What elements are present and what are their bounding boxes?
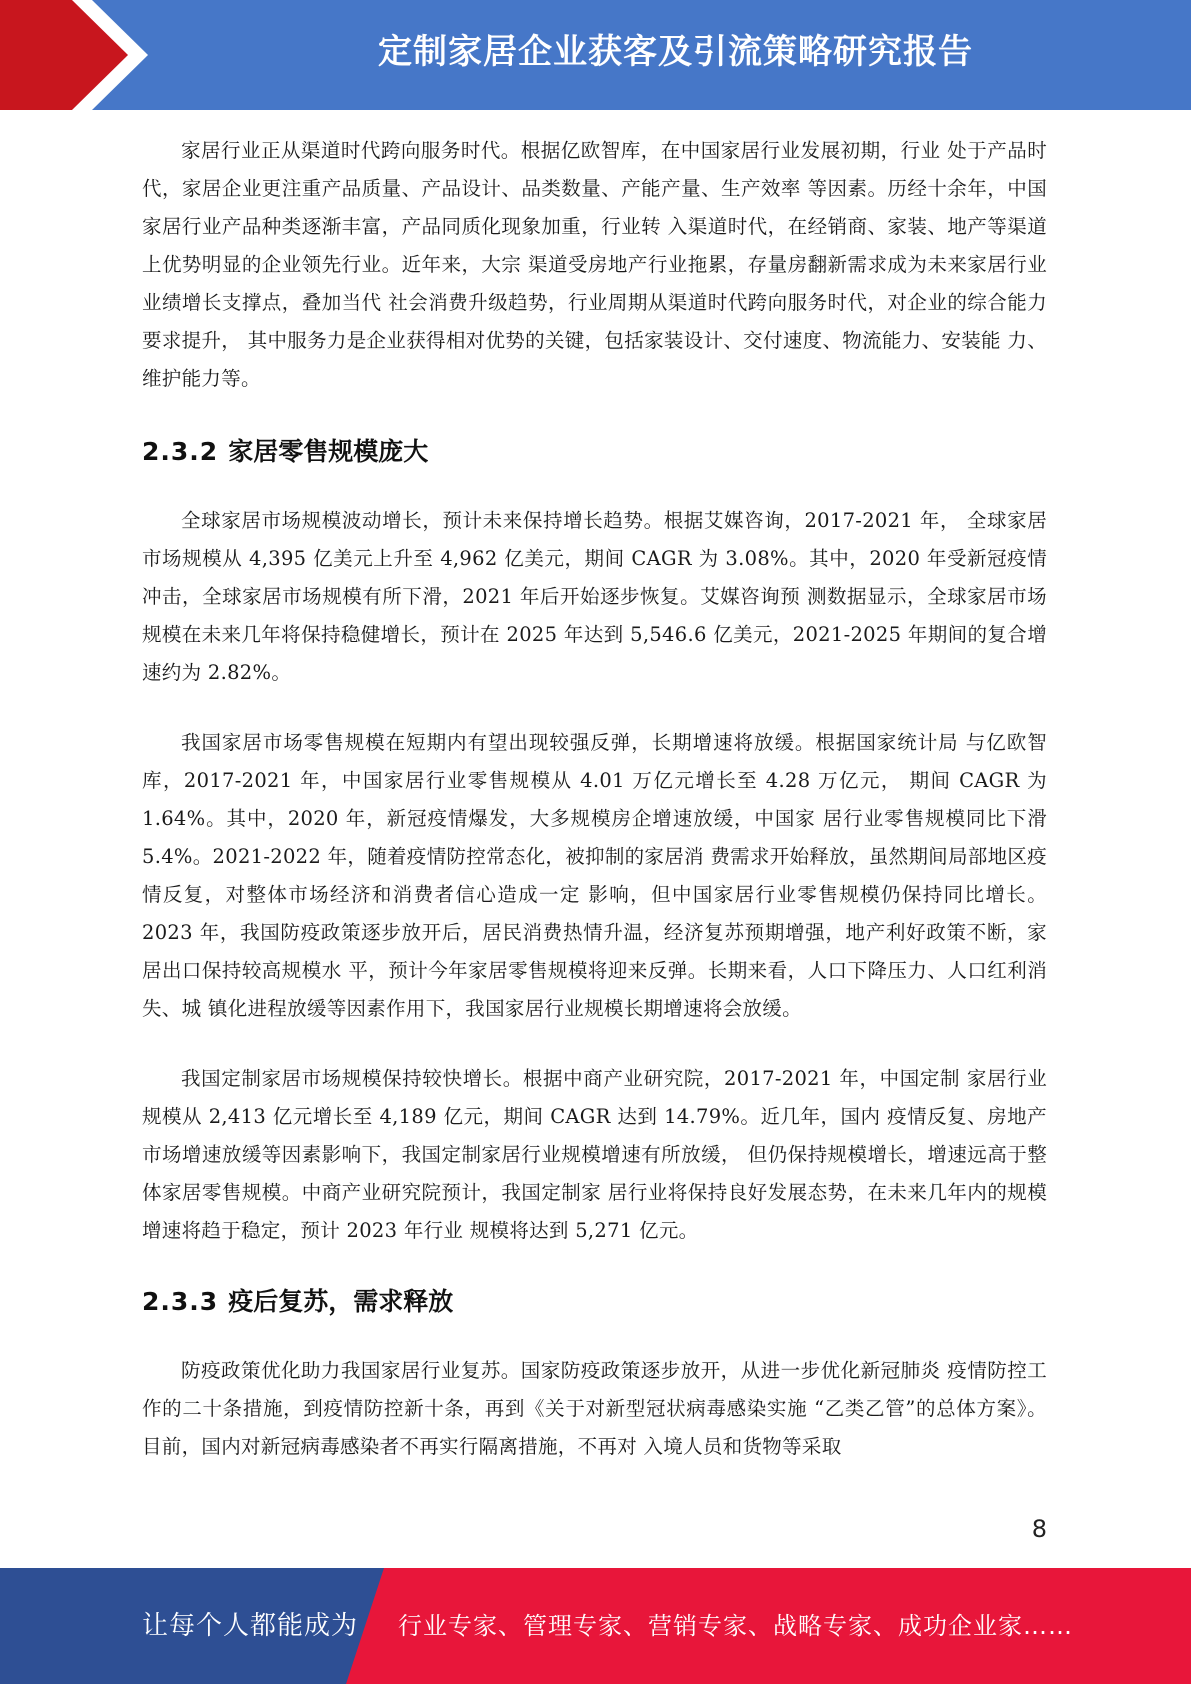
header-banner — [0, 0, 1191, 110]
footer-slogan-left: 让每个人都能成为 — [142, 1611, 359, 1641]
section-title: 疫后复苏，需求释放 — [228, 1287, 454, 1316]
page-number: 8 — [1031, 1515, 1047, 1543]
section-title: 家居零售规模庞大 — [228, 437, 429, 466]
section-number: 2.3.3 — [142, 1287, 219, 1316]
paragraph: 我国定制家居市场规模保持较快增长。根据中商产业研究院，2017-2021 年，中国定制 家居行业规模从 2,413 亿元增长至 4,189 亿元，期间 CAGR 达到 14.79%。近几年，国内 疫情反复、房地产市场增速放缓等因素影响下，我国定制家居行业规模增速有所放缓， 但仍保持规模增长，增速远高于整体家居零售规模。中商产业研究院预计，我国定制家 居行业将保持良好发展态势，在未来几年内的规模增速将趋于稳定，预计 2023 年行业 规模将达到 5,271 亿元。 — [142, 1067, 1047, 1242]
paragraph: 防疫政策优化助力我国家居行业复苏。国家防疫政策逐步放开，从进一步优化新冠肺炎 疫情防控工作的二十条措施，到疫情防控新十条，再到《关于对新型冠状病毒感染实施 “乙类乙管”的总体方案》。目前，国内对新冠病毒感染者不再实行隔离措施，不再对 入境人员和货物等采取 — [142, 1359, 1047, 1458]
header-chevron-icon — [0, 0, 160, 110]
section-heading — [142, 1282, 1047, 1322]
page-content — [142, 132, 1047, 1466]
paragraph: 全球家居市场规模波动增长，预计未来保持增长趋势。根据艾媒咨询，2017-2021 年， 全球家居市场规模从 4,395 亿美元上升至 4,962 亿美元，期间 CAGR 为 3.08%。其中，2020 年受新冠疫情冲击，全球家居市场规模有所下滑，2021 年后开始逐步恢复。艾媒咨询预 测数据显示，全球家居市场规模在未来几年将保持稳健增长，预计在 2025 年达到 5,546.6 亿美元，2021-2025 年期间的复合增速约为 2.82%。 — [142, 509, 1047, 684]
paragraph: 家居行业正从渠道时代跨向服务时代。根据亿欧智库，在中国家居行业发展初期，行业 处于产品时代，家居企业更注重产品质量、产品设计、品类数量、产能产量、生产效率 等因素。历经十余年，中国家居行业产品种类逐渐丰富，产品同质化现象加重，行业转 入渠道时代，在经销商、家装、地产等渠道上优势明显的企业领先行业。近年来，大宗 渠道受房地产行业拖累，存量房翻新需求成为未来家居行业业绩增长支撑点，叠加当代 社会消费升级趋势，行业周期从渠道时代跨向服务时代，对企业的综合能力要求提升， 其中服务力是企业获得相对优势的关键，包括家装设计、交付速度、物流能力、安装能 力、维护能力等。 — [142, 139, 1047, 390]
report-title: 定制家居企业获客及引流策略研究报告 — [378, 32, 973, 72]
section-number: 2.3.2 — [142, 437, 219, 466]
paragraph: 我国家居市场零售规模在短期内有望出现较强反弹，长期增速将放缓。根据国家统计局 与亿欧智库，2017-2021 年，中国家居行业零售规模从 4.01 万亿元增长至 4.28 万亿元， 期间 CAGR 为 1.64%。其中，2020 年，新冠疫情爆发，大多规模房企增速放缓，中国家 居行业零售规模同比下滑 5.4%。2021-2022 年，随着疫情防控常态化，被抑制的家居消 费需求开始释放，虽然期间局部地区疫情反复，对整体市场经济和消费者信心造成一定 影响，但中国家居行业零售规模仍保持同比增长。2023 年，我国防疫政策逐步放开后，居民消费热情升温，经济复苏预期增强，地产利好政策不断，家居出口保持较高规模水 平，预计今年家居零售规模将迎来反弹。长期来看，人口下降压力、人口红利消失、城 镇化进程放缓等因素作用下，我国家居行业规模长期增速将会放缓。 — [142, 731, 1047, 1020]
section-heading — [142, 432, 1047, 472]
footer-banner — [0, 1568, 1191, 1684]
footer-slogan-right: 行业专家、管理专家、营销专家、战略专家、成功企业家…… — [398, 1612, 1073, 1640]
